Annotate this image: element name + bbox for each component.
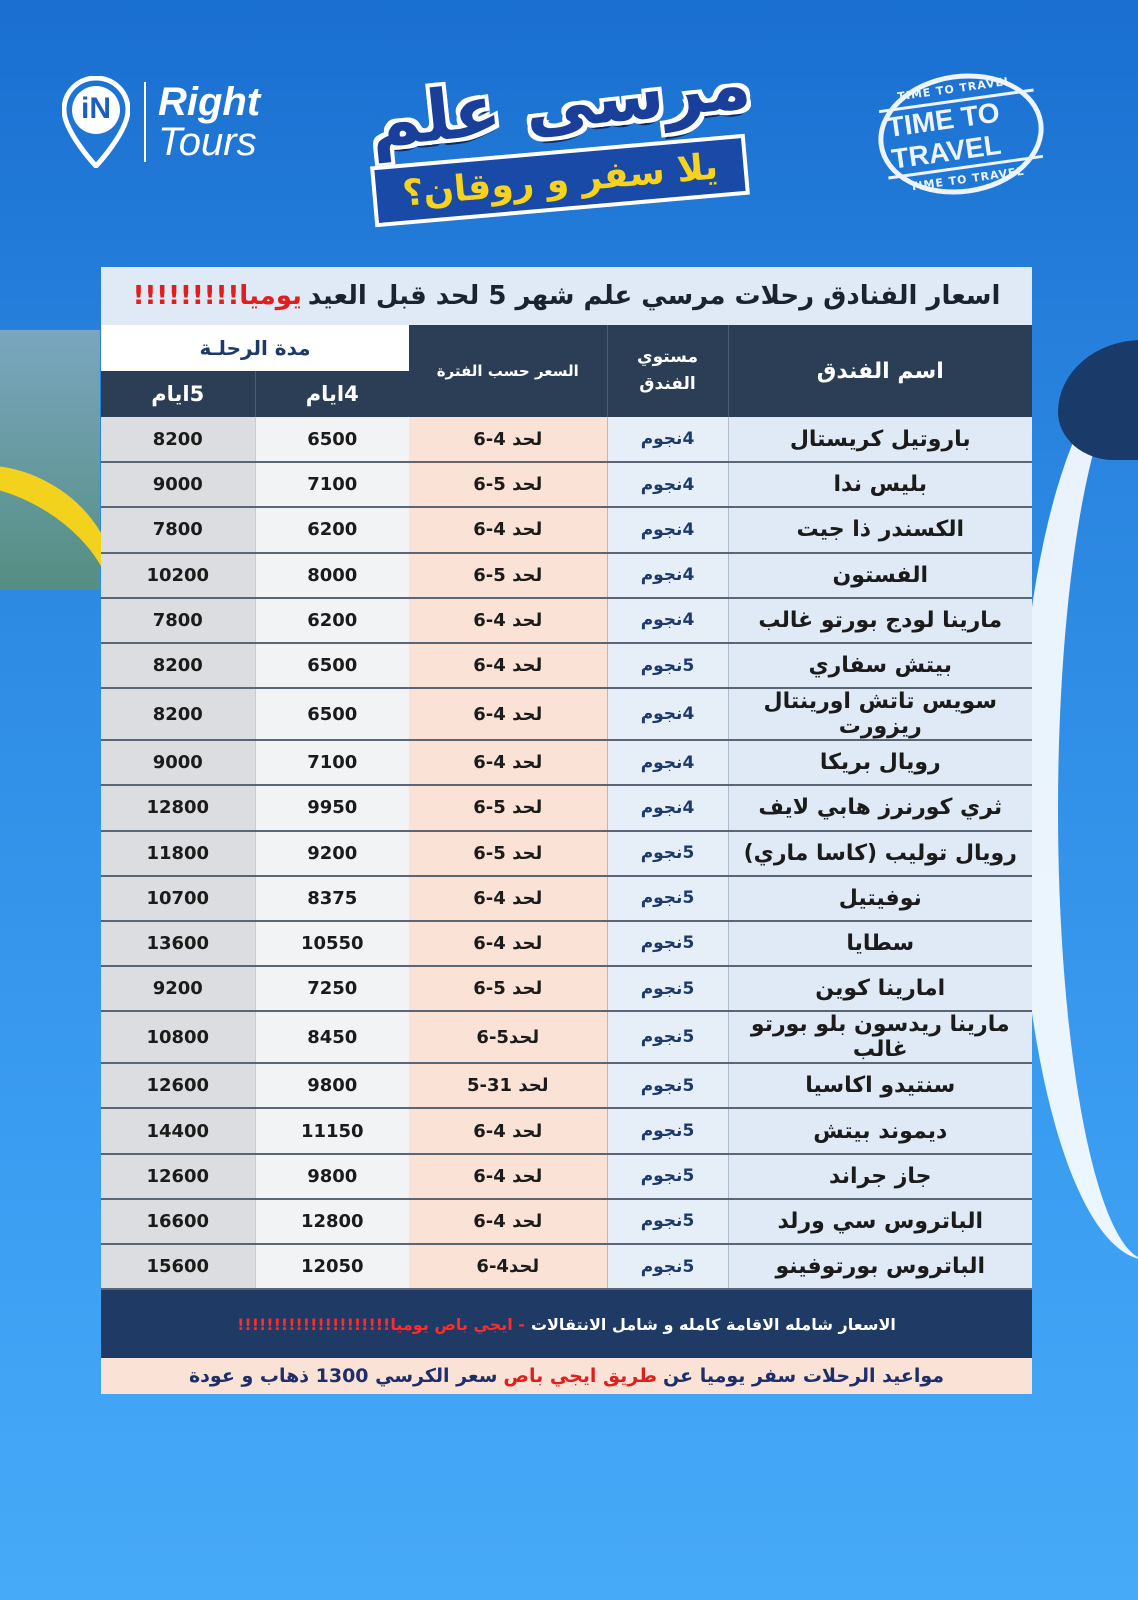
price-4-days-cell: 8450	[255, 1011, 409, 1063]
stamp-bottom-text: TIME TO TRAVEL	[909, 164, 1026, 194]
price-period-cell: لحد 4-6	[409, 1199, 607, 1244]
white-swoosh	[1018, 360, 1138, 1260]
hotel-name-cell: سطايا	[728, 921, 1032, 966]
price-sheet	[101, 267, 1032, 1394]
hotel-name-cell: الباتروس بورتوفينو	[728, 1244, 1032, 1289]
price-4-days-cell: 6500	[255, 417, 409, 462]
brand-badge: iN	[81, 92, 111, 125]
hotel-name-cell: الكسندر ذا جيت	[728, 507, 1032, 552]
table-row	[101, 507, 1032, 552]
table-row	[101, 1154, 1032, 1199]
price-period-cell: لحد 4-6	[409, 921, 607, 966]
hotel-level-cell: 4نجوم	[607, 417, 728, 462]
price-period-cell: لحد 5-6	[409, 553, 607, 598]
price-4-days-cell: 9800	[255, 1154, 409, 1199]
footer-note-text: الاسعار شامله الاقامة كامله و شامل الانتقالات	[530, 1314, 896, 1334]
table-row	[101, 876, 1032, 921]
header-hotel-name: اسم الفندق	[728, 325, 1032, 417]
table-row	[101, 831, 1032, 876]
hotel-name-cell: مارينا ريدسون بلو بورتو غالب	[728, 1011, 1032, 1063]
footer-schedule	[101, 1358, 1032, 1394]
hotel-level-cell: 4نجوم	[607, 598, 728, 643]
right-tours-logo	[62, 72, 262, 172]
page-title: مرسى علم	[365, 42, 755, 164]
footer-schedule-text-a: مواعيد الرحلات سفر يوميا عن	[663, 1365, 945, 1388]
price-4-days-cell: 12050	[255, 1244, 409, 1289]
price-4-days-cell: 9950	[255, 785, 409, 830]
price-4-days-cell: 8375	[255, 876, 409, 921]
table-row	[101, 1244, 1032, 1289]
price-period-cell: لحد 4-6	[409, 417, 607, 462]
hotel-name-cell: ثري كورنرز هابي لايف	[728, 785, 1032, 830]
table-row	[101, 921, 1032, 966]
sheet-title	[101, 267, 1032, 325]
table-row	[101, 417, 1032, 462]
table-row	[101, 1199, 1032, 1244]
hotel-name-cell: سنتيدو اكاسيا	[728, 1063, 1032, 1108]
hotel-name-cell: امارينا كوين	[728, 966, 1032, 1011]
hotel-level-cell: 5نجوم	[607, 1154, 728, 1199]
price-5-days-cell: 11800	[101, 831, 255, 876]
hotel-level-cell: 5نجوم	[607, 1199, 728, 1244]
hotel-name-cell: الباتروس سي ورلد	[728, 1199, 1032, 1244]
hotel-level-cell: 5نجوم	[607, 643, 728, 688]
price-period-cell: لحد5-6	[409, 1011, 607, 1063]
title-block	[360, 42, 760, 262]
hotel-name-cell: الفستون	[728, 553, 1032, 598]
price-5-days-cell: 7800	[101, 507, 255, 552]
price-period-cell: لحد 5-6	[409, 785, 607, 830]
hotel-name-cell: رويال توليب (كاسا ماري)	[728, 831, 1032, 876]
hotel-name-cell: بليس ندا	[728, 462, 1032, 507]
price-5-days-cell: 8200	[101, 688, 255, 740]
header-trip-duration: مدة الرحلـة	[101, 325, 409, 371]
price-5-days-cell: 9000	[101, 740, 255, 785]
price-period-cell: لحد 4-6	[409, 1108, 607, 1153]
header-price-period: السعر حسب الفترة	[409, 325, 607, 417]
table-row	[101, 643, 1032, 688]
price-4-days-cell: 9200	[255, 831, 409, 876]
price-5-days-cell: 16600	[101, 1199, 255, 1244]
brand-line1: Right	[158, 80, 261, 124]
brand-line2: Tours	[158, 120, 257, 164]
price-period-cell: لحد 4-6	[409, 598, 607, 643]
price-5-days-cell: 9200	[101, 966, 255, 1011]
hotel-level-cell: 5نجوم	[607, 1063, 728, 1108]
price-5-days-cell: 15600	[101, 1244, 255, 1289]
hotel-level-cell: 5نجوم	[607, 1011, 728, 1063]
stamp-top-text: TIME TO TRAVEL	[896, 74, 1013, 104]
hotel-level-cell: 5نجوم	[607, 966, 728, 1011]
hotel-level-cell: 5نجوم	[607, 1244, 728, 1289]
price-4-days-cell: 9800	[255, 1063, 409, 1108]
price-4-days-cell: 6500	[255, 688, 409, 740]
price-period-cell: لحد 4-6	[409, 740, 607, 785]
price-4-days-cell: 7100	[255, 740, 409, 785]
hotel-level-cell: 5نجوم	[607, 1108, 728, 1153]
hotel-level-cell: 4نجوم	[607, 688, 728, 740]
hotel-level-cell: 5نجوم	[607, 921, 728, 966]
price-period-cell: لحد4-6	[409, 1244, 607, 1289]
hotel-name-cell: رويال بريكا	[728, 740, 1032, 785]
navy-swoosh	[1058, 340, 1138, 460]
price-4-days-cell: 7250	[255, 966, 409, 1011]
table-row	[101, 688, 1032, 740]
price-4-days-cell: 11150	[255, 1108, 409, 1153]
page-subtitle: يلا سفر و روقان؟	[370, 134, 750, 228]
price-5-days-cell: 14400	[101, 1108, 255, 1153]
price-4-days-cell: 6200	[255, 507, 409, 552]
hotel-name-cell: جاز جراند	[728, 1154, 1032, 1199]
hotel-name-cell: مارينا لودج بورتو غالب	[728, 598, 1032, 643]
table-row	[101, 1011, 1032, 1063]
price-4-days-cell: 7100	[255, 462, 409, 507]
price-period-cell: لحد 31-5	[409, 1063, 607, 1108]
price-5-days-cell: 8200	[101, 417, 255, 462]
header-4-days: 4ايام	[255, 371, 409, 417]
table-row	[101, 598, 1032, 643]
price-period-cell: لحد 4-6	[409, 643, 607, 688]
price-5-days-cell: 13600	[101, 921, 255, 966]
price-period-cell: لحد 5-6	[409, 831, 607, 876]
hotel-name-cell: سويس تاتش اورينتال ريزورت	[728, 688, 1032, 740]
table-row	[101, 1108, 1032, 1153]
hotel-name-cell: نوفيتيل	[728, 876, 1032, 921]
location-pin-icon	[62, 76, 130, 168]
table-row	[101, 966, 1032, 1011]
table-body	[101, 417, 1032, 1289]
hotel-price-table	[101, 325, 1032, 1290]
table-row	[101, 462, 1032, 507]
hotel-level-cell: 5نجوم	[607, 831, 728, 876]
table-row	[101, 785, 1032, 830]
hotel-level-cell: 4نجوم	[607, 740, 728, 785]
table-row	[101, 553, 1032, 598]
sheet-title-highlight: يوميا!!!!!!!!!	[132, 281, 302, 311]
price-5-days-cell: 12600	[101, 1154, 255, 1199]
price-5-days-cell: 9000	[101, 462, 255, 507]
brand-name	[144, 82, 260, 162]
price-4-days-cell: 6500	[255, 643, 409, 688]
hotel-name-cell: بيتش سفاري	[728, 643, 1032, 688]
footer-note	[101, 1290, 1032, 1358]
header-5-days: 5ايام	[101, 371, 255, 417]
price-4-days-cell: 12800	[255, 1199, 409, 1244]
header-hotel-level: مستوي الفندق	[607, 325, 728, 417]
price-5-days-cell: 7800	[101, 598, 255, 643]
sheet-title-text: اسعار الفنادق رحلات مرسي علم شهر 5 لحد قبل العيد	[307, 281, 1001, 311]
price-5-days-cell: 10700	[101, 876, 255, 921]
hotel-level-cell: 4نجوم	[607, 462, 728, 507]
price-4-days-cell: 6200	[255, 598, 409, 643]
hotel-level-cell: 5نجوم	[607, 876, 728, 921]
price-period-cell: لحد 4-6	[409, 507, 607, 552]
hotel-level-cell: 4نجوم	[607, 507, 728, 552]
hotel-name-cell: ديموند بيتش	[728, 1108, 1032, 1153]
table-row	[101, 1063, 1032, 1108]
price-4-days-cell: 10550	[255, 921, 409, 966]
stamp-main-text: TIME TO TRAVEL	[879, 88, 1043, 179]
price-period-cell: لحد 4-6	[409, 876, 607, 921]
hotel-level-cell: 4نجوم	[607, 785, 728, 830]
price-5-days-cell: 10800	[101, 1011, 255, 1063]
price-period-cell: لحد 5-6	[409, 966, 607, 1011]
price-period-cell: لحد 4-6	[409, 688, 607, 740]
price-4-days-cell: 8000	[255, 553, 409, 598]
price-5-days-cell: 10200	[101, 553, 255, 598]
footer-schedule-highlight: طريق ايجي باص	[503, 1365, 658, 1388]
footer-note-highlight: - ايجي باص يوميا!!!!!!!!!!!!!!!!!!!!!	[237, 1314, 525, 1334]
price-5-days-cell: 12600	[101, 1063, 255, 1108]
hotel-name-cell: باروتيل كريستال	[728, 417, 1032, 462]
price-period-cell: لحد 4-6	[409, 1154, 607, 1199]
footer-schedule-text-b: سعر الكرسي 1300 ذهاب و عودة	[188, 1365, 498, 1388]
table-row	[101, 740, 1032, 785]
price-period-cell: لحد 5-6	[409, 462, 607, 507]
hotel-level-cell: 4نجوم	[607, 553, 728, 598]
price-5-days-cell: 12800	[101, 785, 255, 830]
price-5-days-cell: 8200	[101, 643, 255, 688]
